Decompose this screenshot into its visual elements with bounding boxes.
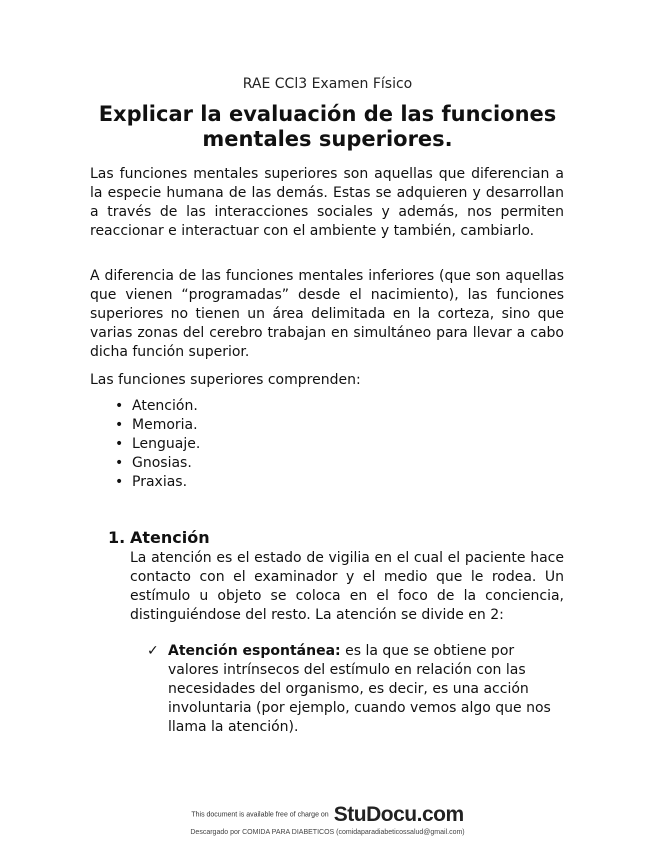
paragraph-intro: Las funciones mentales superiores son aquellas que diferencian a la especie humana de las demás. Estas se adquieren y desarrollan a través de las interacciones sociales y además, nos permiten reaccionar e interactuar con el ambiente y también, cambiarlo. [90,166,564,239]
checkmark-icon: ✓ [147,643,159,659]
check-list-item [147,642,564,737]
availability-text: This document is available free of charge on [191,811,329,819]
studocu-logo[interactable]: StuDocu.com [333,803,464,826]
section-body: La atención es el estado de vigilia en el cual el paciente hace contacto con el examinador y el medio que le rodea. Un estímulo u objeto se coloca en el foco de la conciencia, distinguiéndose del resto. La atención se divide en 2: [130,550,564,623]
list-item: • Lenguaje. [132,435,200,454]
footer-download-info: Descargado por COMIDA PARA DIABETICOS (comidaparadiabeticossalud@gmail.com) [190,829,465,836]
page-title: Explicar la evaluación de las funciones mentales superiores. [98,102,557,151]
document-header: RAE CCl3 Examen Físico [242,76,413,92]
paragraph-list-intro: Las funciones superiores comprenden: [90,372,361,388]
section-number: 1. [108,528,126,547]
section-title: Atención [130,528,210,547]
footer-availability [0,803,655,827]
list-item: • Atención. [132,397,200,416]
list-item: • Memoria. [132,416,200,435]
list-item: • Praxias. [132,473,200,492]
paragraph-difference: A diferencia de las funciones mentales inferiores (que son aquellas que vienen “programadas” desde el nacimiento), las funciones superiores no tienen un área delimitada en la corteza, sino que varias zonas del cerebro trabajan en simultáneo para llevar a cabo dicha función superior. [90,268,564,360]
item-text: es la que se obtiene por valores intrínsecos del estímulo en relación con las necesidades del organismo, es decir, es una acción involuntaria (por ejemplo, cuando vemos algo que nos llama la atención). [168,643,551,735]
section-heading [108,528,210,547]
functions-list [132,397,200,492]
item-term: Atención espontánea: [168,643,341,659]
list-item: • Gnosias. [132,454,200,473]
